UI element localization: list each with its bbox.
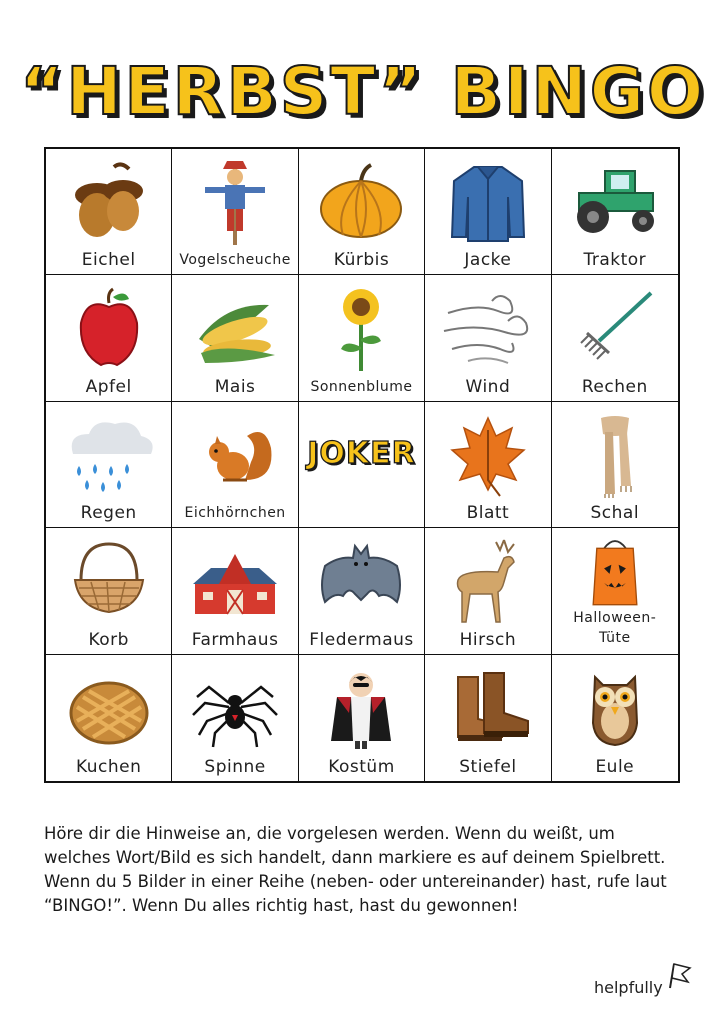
- cell-label: Eichhörnchen: [184, 505, 286, 522]
- flag-icon: [664, 960, 694, 990]
- rake-icon: [565, 283, 665, 371]
- bingo-cell-jacke[interactable]: [425, 149, 551, 275]
- bingo-cell-eichhoernchen[interactable]: [172, 402, 298, 528]
- cell-label: Kürbis: [333, 250, 390, 271]
- joker-text: JOKER: [307, 435, 416, 471]
- brand-name: helpfully: [594, 978, 663, 997]
- sunflower-icon: [311, 283, 411, 371]
- deer-icon: [438, 536, 538, 624]
- cell-label: Vogelscheuche: [179, 252, 291, 269]
- bingo-cell-kuchen[interactable]: [46, 655, 172, 781]
- jacket-icon: [438, 157, 538, 245]
- cell-label: Korb: [88, 629, 129, 650]
- bingo-cell-rechen[interactable]: [552, 275, 678, 401]
- pie-icon: [59, 663, 159, 751]
- cell-label: Eichel: [81, 250, 136, 271]
- halloween-bag-icon: [565, 532, 665, 612]
- basket-icon: [59, 536, 159, 624]
- bingo-cell-wind[interactable]: [425, 275, 551, 401]
- bingo-board: [44, 147, 680, 783]
- bat-icon: [311, 536, 411, 624]
- leaf-icon: [438, 410, 538, 498]
- cell-label: Stiefel: [459, 757, 517, 777]
- acorn-icon: [59, 157, 159, 245]
- cell-label: Kostüm: [328, 757, 395, 777]
- pumpkin-icon: [311, 157, 411, 245]
- bingo-cell-korb[interactable]: [46, 528, 172, 654]
- squirrel-icon: [185, 410, 285, 498]
- page-title: “HERBST” BINGO: [19, 53, 707, 130]
- cell-label: Hirsch: [459, 629, 517, 650]
- bingo-cell-schal[interactable]: [552, 402, 678, 528]
- corn-icon: [185, 283, 285, 371]
- bingo-cell-kostuem[interactable]: [299, 655, 425, 781]
- cell-label: Blatt: [466, 503, 510, 524]
- barn-icon: [185, 536, 285, 624]
- bingo-cell-blatt[interactable]: [425, 402, 551, 528]
- bingo-cell-hirsch[interactable]: [425, 528, 551, 654]
- instructions-text: Höre dir die Hinweise an, die vorgelesen werden. Wenn du weißt, um welches Wort/Bild es sich handelt, dann markiere es auf deinem Spielbrett. Wenn du 5 Bilder in einer Reihe (neben- oder untereinander) hast, rufe laut “BINGO!”. Wenn Du alles richtig hast, hast du gewonnen!: [44, 824, 667, 915]
- cell-label: Traktor: [583, 250, 647, 271]
- cell-label: Fledermaus: [309, 629, 414, 650]
- bingo-cell-sonnenblume[interactable]: [299, 275, 425, 401]
- spider-icon: [185, 663, 285, 751]
- apple-icon: [59, 283, 159, 371]
- bingo-cell-vogelscheuche[interactable]: [172, 149, 298, 275]
- scarf-icon: [565, 410, 665, 498]
- cell-label: Apfel: [85, 376, 132, 397]
- cell-label: [552, 608, 678, 648]
- vampire-costume-icon: [311, 663, 411, 751]
- bingo-cell-traktor[interactable]: [552, 149, 678, 275]
- bingo-cell-kuerbis[interactable]: [299, 149, 425, 275]
- cell-label: Rechen: [581, 376, 648, 397]
- cell-label: Schal: [590, 503, 640, 524]
- scarecrow-icon: [185, 157, 285, 245]
- rain-cloud-icon: [59, 410, 159, 498]
- cell-label: Kuchen: [75, 757, 142, 777]
- bingo-cell-farmhaus[interactable]: [172, 528, 298, 654]
- owl-icon: [565, 663, 665, 751]
- bingo-cell-regen[interactable]: [46, 402, 172, 528]
- cell-label: Sonnenblume: [310, 378, 413, 395]
- cell-label: Eule: [595, 757, 635, 777]
- cell-label: Regen: [80, 503, 137, 524]
- bingo-cell-halloween-tuete[interactable]: [552, 528, 678, 654]
- bingo-cell-eule[interactable]: [552, 655, 678, 781]
- bingo-cell-eichel[interactable]: [46, 149, 172, 275]
- bingo-cell-fledermaus[interactable]: [299, 528, 425, 654]
- wind-icon: [438, 283, 538, 371]
- cell-label: Spinne: [204, 757, 266, 777]
- cell-label: Jacke: [464, 250, 512, 271]
- cell-label: Mais: [214, 376, 256, 397]
- boots-icon: [438, 663, 538, 751]
- cell-label-text: Halloween-Tüte: [573, 609, 657, 646]
- bingo-cell-mais[interactable]: [172, 275, 298, 401]
- tractor-icon: [565, 157, 665, 245]
- cell-label: Farmhaus: [191, 629, 279, 650]
- bingo-cell-apfel[interactable]: [46, 275, 172, 401]
- bingo-cell-stiefel[interactable]: [425, 655, 551, 781]
- cell-label: Wind: [465, 376, 511, 397]
- bingo-cell-spinne[interactable]: [172, 655, 298, 781]
- bingo-cell-joker[interactable]: [299, 402, 425, 528]
